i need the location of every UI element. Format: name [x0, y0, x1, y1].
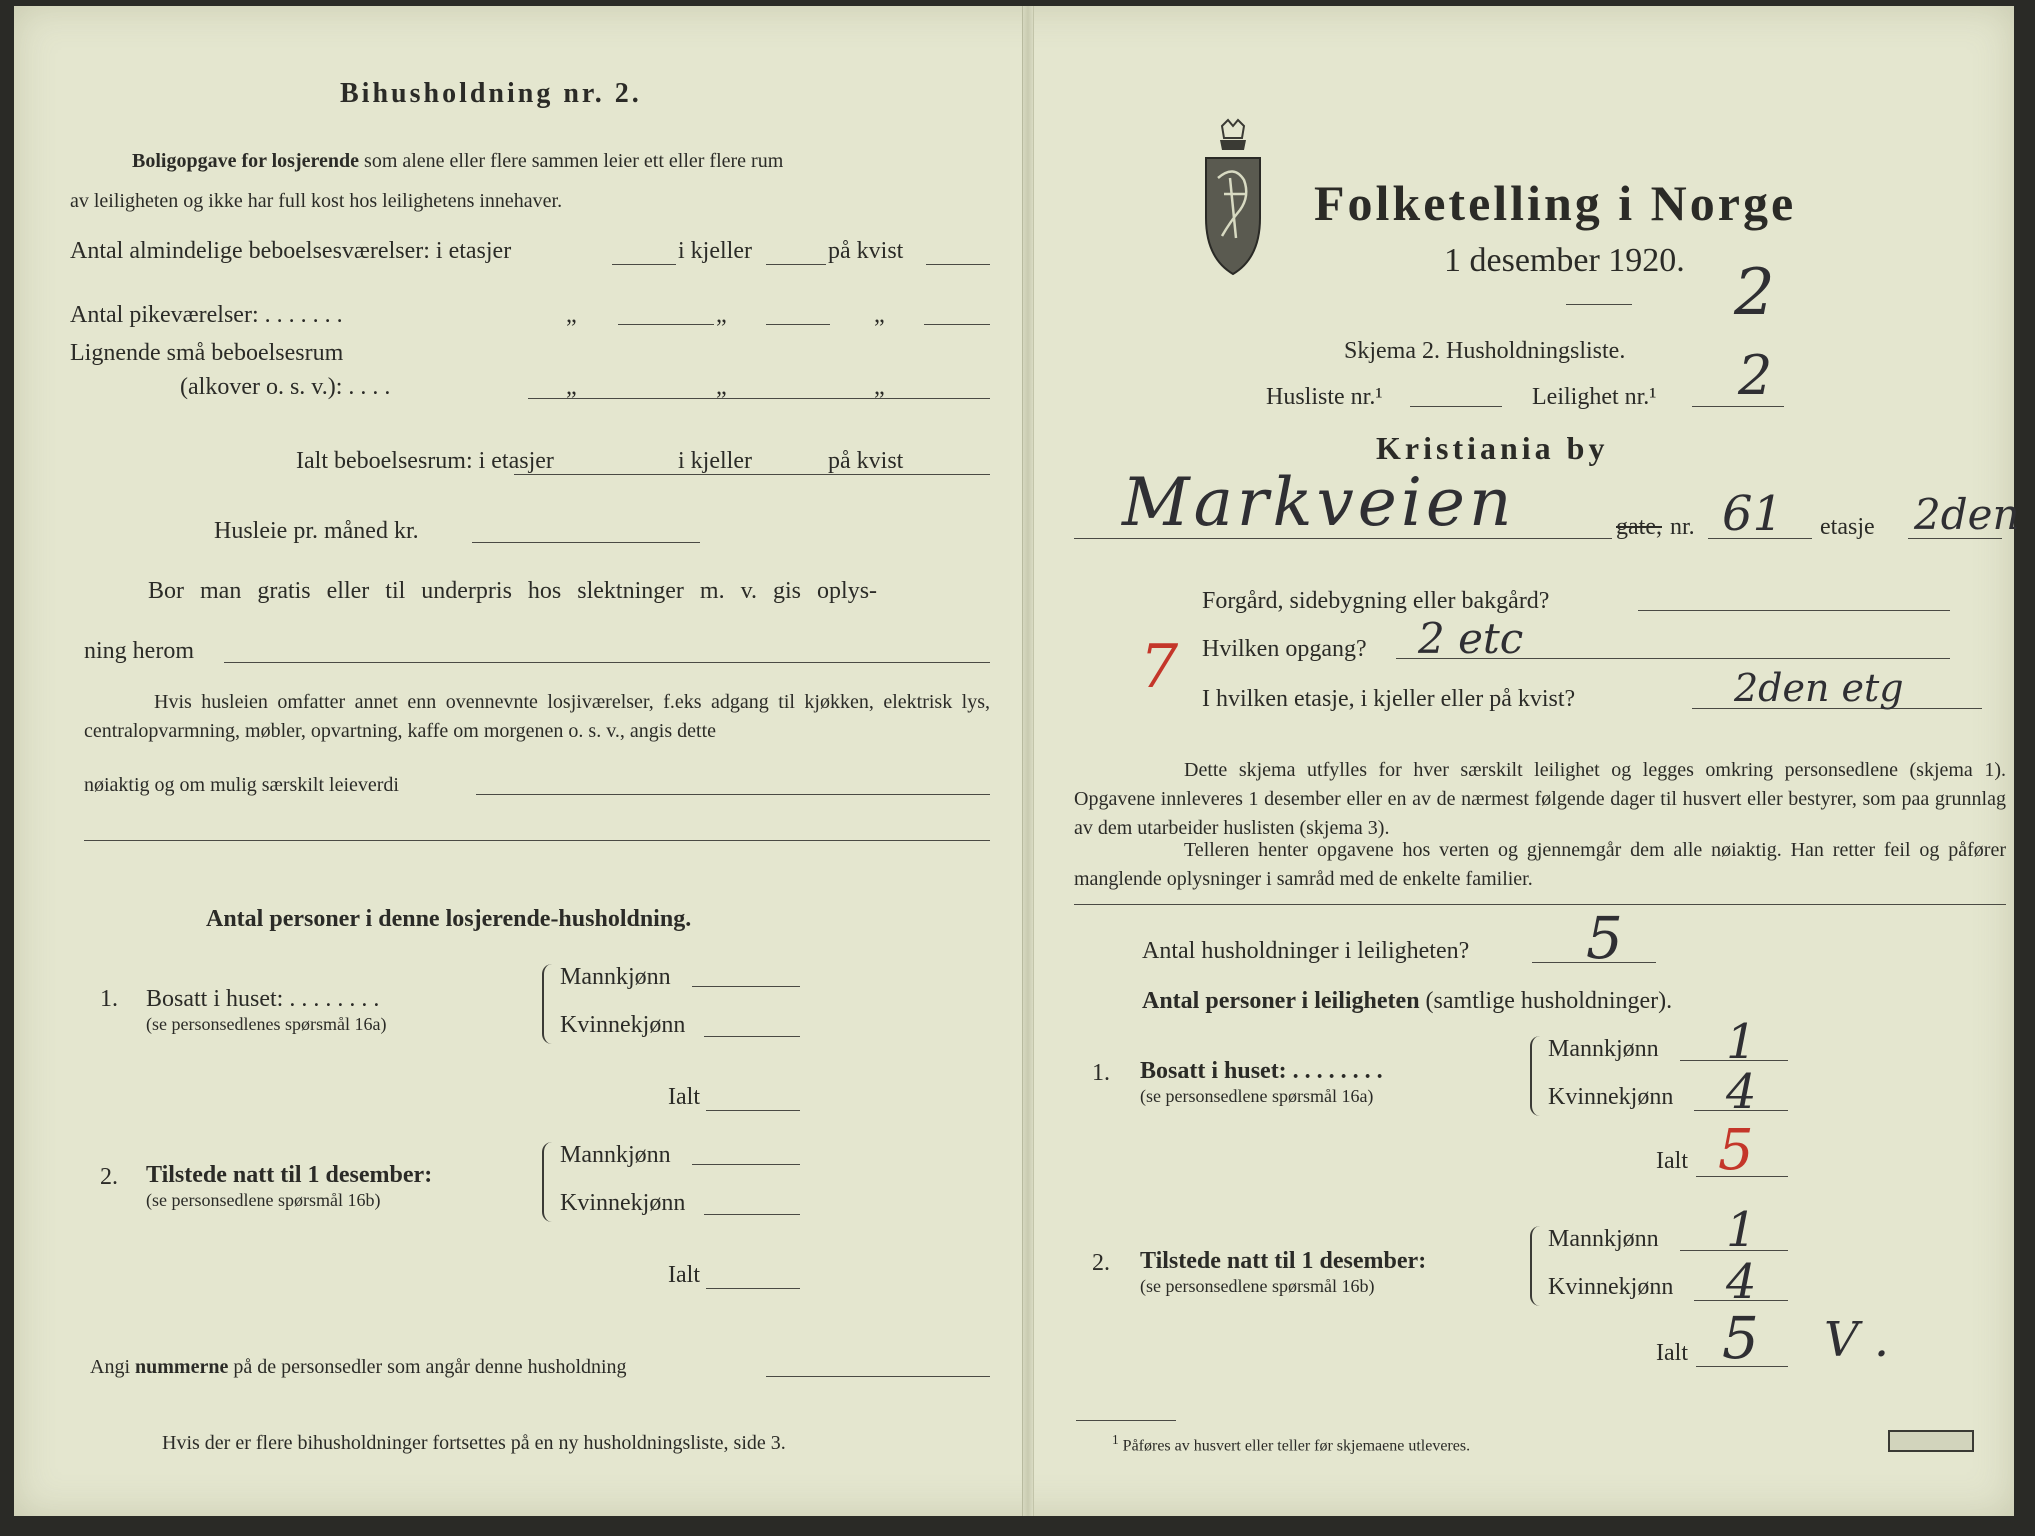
norway-coat-of-arms-icon [1200, 118, 1266, 278]
rooms-etasjer-field[interactable] [612, 264, 676, 265]
husleie-field[interactable] [472, 542, 700, 543]
q2-brace-left [542, 1142, 556, 1222]
pike-label: Antal pikeværelser: . . . . . . . [70, 302, 343, 328]
forgaard-label: Forgård, sidebygning eller bakgård? [1202, 588, 1550, 614]
q2-label-right: Tilstede natt til 1 desember: [1140, 1248, 1427, 1274]
angi-pre: Angi [90, 1356, 130, 1378]
q2-mann-left: Mannkjønn [560, 1142, 671, 1168]
q1-num-right: 1. [1092, 1060, 1110, 1086]
q2-num-right: 2. [1092, 1250, 1110, 1276]
lignende-label-2: (alkover o. s. v.): . . . . [180, 374, 391, 400]
left-footer: Hvis der er flere bihusholdninger fortsettes på en ny husholdningsliste, side 3. [162, 1432, 786, 1454]
hw-red-mark: 7 [1140, 632, 1179, 702]
nr-label: nr. [1670, 514, 1695, 540]
leieverdi-field[interactable] [476, 794, 990, 795]
title-rule [1566, 304, 1632, 305]
q1-label-left: Bosatt i huset: . . . . . . . . [146, 986, 380, 1012]
ialt-kjeller-label: i kjeller [678, 448, 752, 474]
ialt-beboelsesrum-underline [514, 474, 990, 475]
q2-kvinne-left: Kvinnekjønn [560, 1190, 686, 1216]
antal-pers-rest: (samtlige husholdninger). [1425, 988, 1673, 1014]
antal-pers-bold: Antal personer i leiligheten [1142, 988, 1420, 1014]
footnote-line [1112, 1432, 1470, 1455]
q1-ialt-right: Ialt [1656, 1148, 1688, 1174]
intro-rest: som alene eller flere sammen leier ett eller flere rum [364, 150, 784, 172]
city-label: Kristiania by [1376, 430, 1609, 466]
q1-brace-right [1530, 1036, 1544, 1116]
antal-pers-line [1142, 988, 1672, 1015]
bihusholdning-title: Bihusholdning nr. 2. [340, 78, 642, 109]
lignende-label-1: Lignende små beboelsesrum [70, 340, 344, 366]
rooms-kjeller-label: i kjeller [678, 238, 752, 264]
footnote-text: Påføres av husvert eller teller før skjemaene utleveres. [1122, 1437, 1471, 1455]
q2-mann-field-left[interactable] [692, 1164, 800, 1165]
bor-field[interactable] [224, 662, 990, 663]
form-date: 1 desember 1920. [1444, 242, 1685, 279]
angi-field[interactable] [766, 1376, 990, 1377]
right-page [1032, 6, 2020, 1516]
husliste-label: Husliste nr.¹ [1266, 384, 1383, 410]
q2-num-left: 2. [100, 1164, 118, 1190]
angi-line [90, 1356, 627, 1379]
hw-nr-value: 61 [1722, 486, 1784, 542]
hw-q1-kvinne: 4 [1726, 1064, 1757, 1120]
census-form-sheet [14, 6, 2020, 1516]
q2-kvinne-right: Kvinnekjønn [1548, 1274, 1674, 1300]
hw-hush-value: 5 [1586, 904, 1623, 972]
antal-hush-label: Antal husholdninger i leiligheten? [1142, 938, 1470, 964]
footnote-rule [1076, 1420, 1176, 1421]
q2-sub-left: (se personsedlene spørsmål 16b) [146, 1190, 381, 1210]
form-title: Folketelling i Norge [1314, 175, 1797, 231]
ialt-beboelsesrum-label: Ialt beboelsesrum: i etasjer [296, 448, 554, 474]
pike-extra-field[interactable] [924, 324, 990, 325]
hw-street-value: Markveien [1122, 464, 1516, 541]
hvis-paragraph: Hvis husleien omfatter annet enn ovennevnte losjiværelser, f.eks adgang til kjøkken, elektrisk lys, centralopvarmning, møbler, opvartning, kaffe om morgenen o. s. v., angis dette [84, 691, 990, 742]
hvilken-etasje-label: I hvilken etasje, i kjeller eller på kvist? [1202, 686, 1576, 712]
pike-kjeller-field[interactable] [618, 324, 714, 325]
q1-sub-left: (se personsedlenes spørsmål 16a) [146, 1014, 387, 1034]
rooms-kvist-label: på kvist [828, 238, 904, 264]
hvis-last-line: nøiaktig og om mulig særskilt leieverdi [84, 774, 399, 796]
hw-q2-ialt: 5 [1722, 1304, 1759, 1372]
q1-kvinne-right: Kvinnekjønn [1548, 1084, 1674, 1110]
hw-q2-mann: 1 [1726, 1202, 1757, 1258]
hw-q1-mann: 1 [1726, 1014, 1757, 1070]
forgaard-field[interactable] [1638, 610, 1950, 611]
left-page: Bihusholdning nr. 2. Boligopgave for losjerende som alene eller flere sammen leier ett eller flere rum av leiligheten og ikke har full kost hos leilighetens innehaver. Antal almindelige beboelsesværelser: i etasjer i kjeller på kvist Antal pikeværelser: . . . . . . . „ „ „ Lignende små beboelsesrum (alkover o. s. v.): . . . . „ „ „ Ialt beboelsesrum: i etasjer i kjeller på kvist Husleie pr. måned kr. Bor man gratis eller til underpris hos slektninger m. v. gis oplys- ning herom Hvis husleien omfatter annet enn ovennevnte losjiværelser, f.eks adgang til kjøkken, elektrisk lys, centralopvarmning, møbler, opvartning, kaffe om morgenen o. s. v., angis dette nøiaktig og om mulig særskilt leieverdi Antal personer i denne losjerende-husholdning. 1. Bosatt i huset: . . . . . . . . (se personsedlenes spørsmål 16a) Mannkjønn Kvinnekjønn Ialt 2. Tilstede natt til 1 desember: (se personsedlene spørsmål 16b) Mannkjønn Kvinnekjønn Ialt Angi nummerne på de personsedler som angår denne husholdning Hvis der er flere bihusholdninger fortsettes på en ny husholdningsliste, side 3. [70, 78, 990, 1454]
hw-etasje-value: 2den [1914, 490, 2020, 539]
q2-kvinne-field-left[interactable] [704, 1214, 800, 1215]
q1-sub-right: (se personsedlene spørsmål 16a) [1140, 1086, 1374, 1106]
rooms-kvist-field[interactable] [926, 264, 990, 265]
skjema-label: Skjema 2. Husholdningsliste. [1344, 338, 1626, 364]
angi-bold: nummerne [135, 1356, 229, 1378]
hw-q1-ialt: 5 [1718, 1118, 1754, 1183]
q1-ialt-field-left[interactable] [706, 1110, 800, 1111]
instructions-1: Dette skjema utfylles for hver særskilt leilighet og legges omkring personsedlene (skjema 1). Opgavene innleveres 1 desember eller en av de nærmest følgende dager til husvert eller bestyrer, som paa grunnlag av dem utarbeider huslisten (skjema 3). [1074, 759, 2006, 839]
hw-corner-number: 2 [1734, 256, 1775, 330]
ialt-kvist-label: på kvist [828, 448, 904, 474]
q2-brace-right [1530, 1226, 1544, 1306]
angi-rest: på de personsedler som angår denne husholdning [233, 1356, 627, 1378]
bor-line-2: ning herom [84, 638, 194, 664]
footnote-num: 1 [1112, 1432, 1119, 1447]
hw-q2-kvinne: 4 [1726, 1254, 1757, 1310]
q1-brace-left [542, 964, 556, 1044]
antal-heading-left: Antal personer i denne losjerende-husholdning. [206, 906, 692, 932]
q2-mann-right: Mannkjønn [1548, 1226, 1659, 1252]
etasje-label: etasje [1820, 514, 1875, 540]
q1-mann-left: Mannkjønn [560, 964, 671, 990]
pike-kvist-field[interactable] [766, 324, 830, 325]
gate-label: gate, [1616, 514, 1662, 540]
q2-ialt-field-left[interactable] [706, 1288, 800, 1289]
husleie-label: Husleie pr. måned kr. [214, 518, 419, 544]
husliste-field[interactable] [1410, 406, 1502, 407]
intro-bold: Boligopgave for losjerende [132, 150, 360, 172]
q1-num-left: 1. [100, 986, 118, 1012]
q1-mann-right: Mannkjønn [1548, 1036, 1659, 1062]
hw-hvilken-etasje-value: 2den etg [1734, 666, 1904, 710]
q2-ialt-right: Ialt [1656, 1340, 1688, 1366]
printer-stamp [1888, 1430, 1974, 1452]
hw-check-mark: V . [1824, 1312, 1890, 1368]
q2-sub-right: (se personsedlene spørsmål 16b) [1140, 1276, 1375, 1296]
rooms-kjeller-field[interactable] [766, 264, 826, 265]
leilighet-label: Leilighet nr.¹ [1532, 384, 1657, 410]
hw-opgang-value: 2 etc [1418, 614, 1524, 663]
opgang-label: Hvilken opgang? [1202, 636, 1367, 662]
instructions-2: Telleren henter opgavene hos verten og gjennemgår dem alle nøiaktig. Han retter feil og påfører manglende oplysninger i samråd med de enkelte familier. [1074, 839, 2006, 890]
bor-line-1: Bor man gratis eller til underpris hos slektninger m. v. gis oplys- [148, 578, 878, 604]
q1-ialt-left: Ialt [668, 1084, 700, 1110]
q2-ialt-left: Ialt [668, 1262, 700, 1288]
q1-kvinne-left: Kvinnekjønn [560, 1012, 686, 1038]
intro-line-2: av leiligheten og ikke har full kost hos leilighetens innehaver. [70, 190, 563, 212]
hw-leilighet-value: 2 [1738, 344, 1773, 407]
lignende-field[interactable] [528, 398, 990, 399]
q1-kvinne-field-left[interactable] [704, 1036, 800, 1037]
q1-mann-field-left[interactable] [692, 986, 800, 987]
intro-line-1 [132, 150, 783, 173]
instructions-rule [1074, 904, 2006, 905]
q1-label-right: Bosatt i huset: . . . . . . . . [1140, 1058, 1383, 1084]
extra-line [84, 840, 990, 841]
rooms-label: Antal almindelige beboelsesværelser: i etasjer [70, 238, 512, 264]
q2-label-left: Tilstede natt til 1 desember: [146, 1162, 433, 1188]
